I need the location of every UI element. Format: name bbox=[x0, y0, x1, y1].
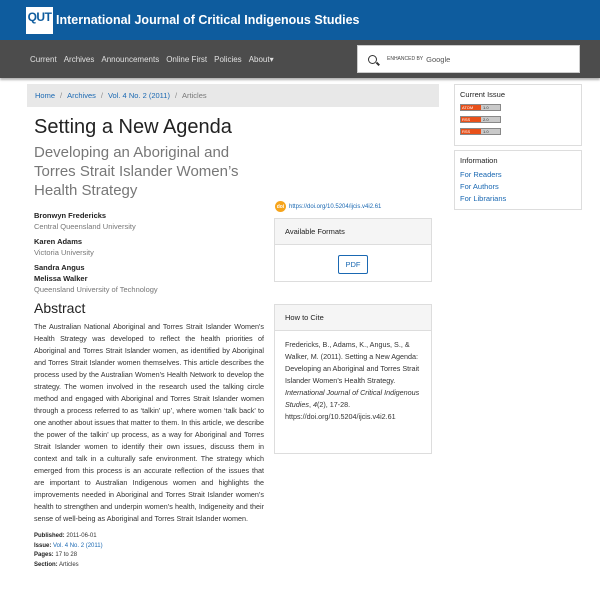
available-formats-panel bbox=[274, 218, 432, 282]
nav-announcements[interactable]: Announcements bbox=[101, 54, 160, 64]
author-affiliation: Queensland University of Technology bbox=[34, 285, 158, 294]
article-meta bbox=[34, 532, 264, 570]
citation-mid: , bbox=[308, 400, 313, 409]
google-label: Google bbox=[426, 54, 451, 64]
how-to-cite-panel bbox=[274, 304, 432, 454]
author-name: Sandra Angus bbox=[34, 263, 85, 272]
current-issue-block bbox=[454, 84, 582, 146]
issue-link[interactable]: Vol. 4 No. 2 (2011) bbox=[53, 542, 103, 549]
caret-down-icon: ▾ bbox=[269, 54, 274, 64]
feed-left-label: ATOM bbox=[461, 105, 481, 110]
feed-left-label: RSS bbox=[461, 129, 481, 134]
feed-right-label: 2.0 bbox=[481, 117, 500, 122]
citation-post: (2), 17-28. https://doi.org/10.5204/ijcis.v4i2.61 bbox=[285, 400, 396, 421]
article-title: Setting a New Agenda bbox=[34, 116, 232, 138]
doi-icon: doi bbox=[275, 201, 286, 212]
author-affiliation: Victoria University bbox=[34, 248, 94, 257]
breadcrumb-archives[interactable]: Archives bbox=[67, 91, 96, 100]
citation-pre: Fredericks, B., Adams, K., Angus, S., & Walker, M. (2011). Setting a New Agenda: Developing an Aboriginal and Torres Strait Islander Women’s Health Strategy. bbox=[285, 340, 420, 385]
nav-current[interactable]: Current bbox=[30, 54, 57, 64]
pages-value: 17 to 28 bbox=[55, 552, 78, 558]
feed-right-label: 1.0 bbox=[481, 105, 500, 110]
breadcrumb-current: Articles bbox=[182, 91, 207, 100]
article-main bbox=[34, 116, 264, 570]
author-name: Karen Adams bbox=[34, 237, 83, 246]
site-header bbox=[0, 0, 600, 40]
article-subtitle: Developing an Aboriginal and Torres Strait Islander Women’s Health Strategy bbox=[34, 144, 239, 199]
breadcrumb-sep: / bbox=[60, 91, 63, 100]
citation-journal: International Journal of Critical Indigenous Studies bbox=[285, 388, 420, 409]
author-affiliation: Central Queensland University bbox=[34, 222, 136, 231]
for-librarians-link[interactable]: For Librarians bbox=[460, 194, 507, 203]
nav-online-first[interactable]: Online First bbox=[166, 54, 208, 64]
breadcrumb-sep: / bbox=[174, 91, 178, 100]
atom-feed-badge[interactable] bbox=[460, 104, 501, 111]
search-box[interactable] bbox=[357, 45, 580, 73]
author-name: Bronwyn Fredericks bbox=[34, 211, 107, 220]
main-nav bbox=[0, 40, 600, 78]
formats-heading: Available Formats bbox=[275, 219, 431, 245]
breadcrumb-issue[interactable]: Vol. 4 No. 2 (2011) bbox=[107, 91, 170, 100]
breadcrumb bbox=[27, 84, 439, 107]
nav-about-label: About bbox=[248, 54, 270, 64]
nav-about[interactable] bbox=[249, 55, 274, 64]
nav-archives[interactable]: Archives bbox=[63, 54, 95, 64]
current-issue-heading: Current Issue bbox=[460, 90, 506, 99]
cite-heading: How to Cite bbox=[275, 305, 431, 331]
search-icon[interactable] bbox=[368, 55, 377, 64]
citation-volume: 4 bbox=[312, 400, 317, 409]
search-enhanced-label: ENHANCED BY bbox=[387, 56, 424, 62]
breadcrumb-sep: / bbox=[100, 91, 103, 100]
author-list bbox=[34, 211, 264, 294]
qut-logo[interactable]: QUT bbox=[26, 7, 53, 34]
breadcrumb-home[interactable]: Home bbox=[35, 91, 56, 100]
pdf-button[interactable]: PDF bbox=[338, 255, 368, 274]
abstract-heading: Abstract bbox=[34, 300, 86, 316]
doi-block bbox=[275, 201, 381, 212]
feed-left-label: RSS bbox=[461, 117, 481, 122]
rss1-feed-badge[interactable] bbox=[460, 128, 501, 135]
for-readers-link[interactable]: For Readers bbox=[460, 170, 502, 179]
information-block bbox=[454, 150, 582, 210]
doi-link[interactable]: https://doi.org/10.5204/ijcis.v4i2.61 bbox=[289, 203, 382, 210]
nav-policies[interactable]: Policies bbox=[214, 54, 242, 64]
citation-text[interactable] bbox=[275, 331, 431, 431]
pages-label: Pages: bbox=[34, 552, 54, 558]
abstract-text: The Australian National Aboriginal and Torres Strait Islander Women’s Health Strategy was developed to reflect the health priorities of Aboriginal and Torres Strait Islander women, as identified by Aboriginal and Torres Strait Islander women themselves. This article describes the process used by the Australian Women’s Health Network to develop the strategy. The women involved in the research used the talking circle method and engaged with Aboriginal and Torres Strait Islander women through a process referred to as ‘talkin’ up’, where women ‘talk back’ to one another about issues that matter to them. In this article, we describe the power of the talkin’ up process, as a way for Aboriginal and Torres Strait Islander women to identify their own issues, discuss them in context and talk in a culturally safe environment. The strategy which emerged from this process is an accurate reflection of the issues that are important to Australian Indigenous women and highlights the improvements needed in Aboriginal and Torres Strait Islander women’s health to strengthen and underpin women’s health, Indigeneity and their sense of well-being as Aboriginal and Torres Strait Islander women. bbox=[34, 322, 264, 523]
for-authors-link[interactable]: For Authors bbox=[460, 182, 499, 191]
published-date: 2011-06-01 bbox=[66, 533, 97, 539]
author-name: Melissa Walker bbox=[34, 274, 88, 283]
information-heading: Information bbox=[460, 156, 498, 165]
feed-right-label: 1.0 bbox=[481, 129, 500, 134]
issue-label: Issue: bbox=[34, 542, 52, 549]
site-title[interactable]: International Journal of Critical Indigenous Studies bbox=[56, 13, 360, 27]
rss2-feed-badge[interactable] bbox=[460, 116, 501, 123]
published-label: Published: bbox=[34, 533, 65, 539]
section-label: Section: bbox=[34, 561, 58, 568]
section-value: Articles bbox=[59, 561, 79, 568]
